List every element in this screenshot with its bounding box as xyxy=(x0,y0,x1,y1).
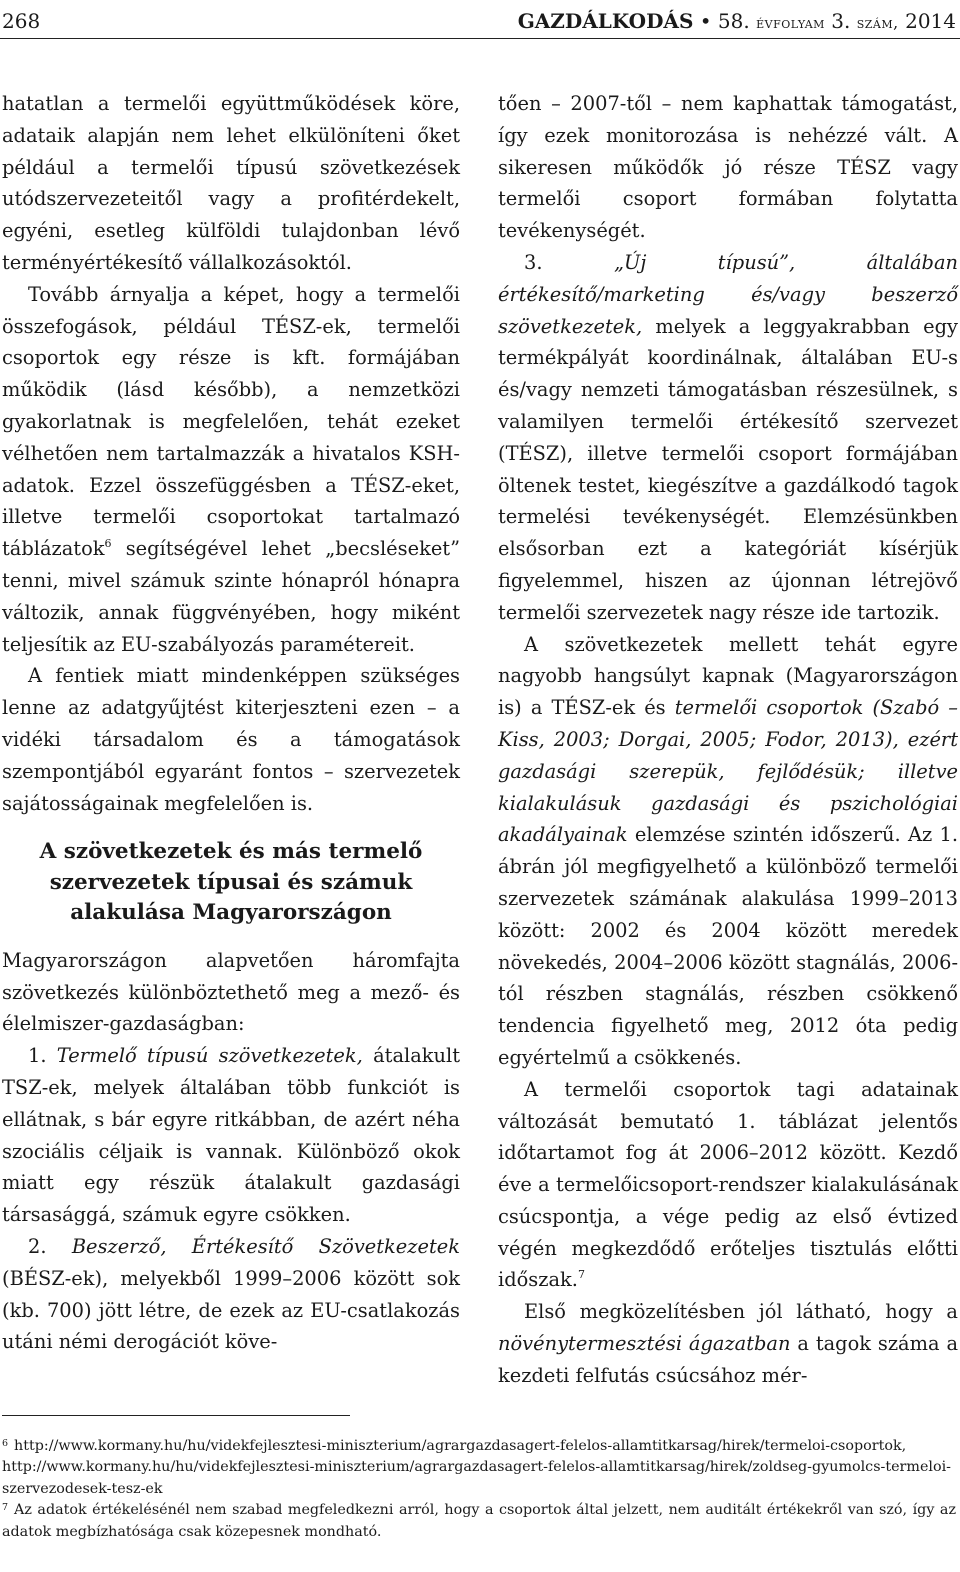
footnote-7-text: Az adatok értékelésénél nem szabad megfeledkezni arról, hogy a csoportok által jelzett, nem auditált értékekről van szó, így az adatok megbízhatósága csak közepesnek mondható. xyxy=(2,1502,956,1540)
list-item: 2. Beszerző, Értékesítő Szövetkezetek (BÉSZ-ek), melyekből 1999–2006 között sok (kb. 700) jött létre, de ezek az EU-csatlakozás utáni némi derogációt köve- xyxy=(2,1235,460,1354)
journal-name: GAZDÁLKODÁS xyxy=(517,9,694,33)
footnotes xyxy=(0,1415,960,1543)
volume-number: 58. xyxy=(717,9,750,33)
footnote-7: $^7$ Az adatok értékelésénél nem szabad megfeledkezni arról, hogy a csoportok által jelzett, nem auditált értékekről van szó, így az adatok megbízhatósága csak közepesnek mondható. xyxy=(2,1502,956,1540)
footnote-6-text: http://www.kormany.hu/hu/videkfejlesztesi-miniszterium/agrargazdasagert-felelos-allamtitkarsag/hirek/termeloi-csoportok, http://www.kormany.hu/hu/videkfejlesztesi-miniszterium/agrargazdasagert-felelos-allamtitkarsag/hirek/zoldseg-gyumolcs-termeloi-szervezodesek-tesz-ek xyxy=(2,1438,951,1497)
paragraph: A fentiek miatt mindenképpen szükséges lenne az adatgyűjtést kiterjeszteni ezen – a vidéki társadalom és a támogatások szempontjából egyaránt fontos – szervezetek sajátosságainak megfelelően is. xyxy=(2,664,460,815)
footnote-6: $^6$ http://www.kormany.hu/hu/videkfejlesztesi-miniszterium/agrargazdasagert-felelos-allamtitkarsag/hirek/termeloi-csoportok, http://www.kormany.hu/hu/videkfejlesztesi-miniszterium/agrargazdasagert-felelos-allamtitkarsag/hirek/zoldseg-gyumolcs-termeloi-szervezodesek-tesz-ek xyxy=(2,1438,951,1497)
volume-word: évfolyam xyxy=(756,13,825,32)
paragraph: A termelői csoportok tagi adatainak változását bemutató 1. táblázat jelentős időtartamot fog át 2006–2012 között. Kezdő éve a termelőicsoport-rendszer kialakulásának csúcspontja, a vége pedig az első évtized végén megkezdődő erőteljes tisztulás előtti időszak.$^7$ xyxy=(498,1077,958,1292)
section-heading: A szövetkezetek és más termelő szervezetek típusai és számuk alakulása Magyarországon xyxy=(39,839,423,926)
paragraph: tően – 2007-től – nem kaphattak támogatást, így ezek monitorozása is nehézzé vált. A sikeresen működők jó része TÉSZ vagy termelői csoport formában folytatta tevékenységét. xyxy=(498,92,958,243)
page-number: 268 xyxy=(2,9,41,33)
issue-word: szám, xyxy=(856,13,899,32)
list-item: 1. Termelő típusú szövetkezetek, átalakult TSZ-ek, melyek általában több funkciót is ellátnak, s bár egyre ritkábban, de azért néha szociális céljaik is vannak. Különböző okok miatt egy részük átalakult gazdasági társasággá, számuk egyre csökken. xyxy=(2,1044,460,1227)
journal-info xyxy=(518,8,956,36)
paragraph: Tovább árnyalja a képet, hogy a termelői összefogások, például TÉSZ-ek, termelői csoportok egy része is kft. formájában működik (lásd később), a nemzetközi gyakorlatnak is megfelelően, tehát ezeket vélhetően nem tartalmazzák a hivatalos KSH-adatok. Ezzel összefüggésben a TÉSZ-eket, illetve termelői csoportokat tartalmazó táblázatok$^6$ segítségével lehet „becsléseket” tenni, mivel számuk szinte hónapról hónapra változik, annak függvényében, hogy miként teljesítik az EU-szabályozás paramétereit. xyxy=(2,282,460,656)
footnote-rule xyxy=(2,1415,350,1416)
header-rule xyxy=(0,38,960,39)
paragraph: Magyarországon alapvetően háromfajta szövetkezés különböztethető meg a mező- és élelmiszer-gazdaságban: xyxy=(2,948,460,1036)
list-item: 3. „Új típusú”, általában értékesítő/marketing és/vagy beszerző szövetkezetek, melyek a leggyakrabban egy termékpályát koordinálnak, általában EU-s és/vagy nemzeti támogatásban részesülnek, s valamilyen termelői értékesítő szervezet (TÉSZ), illetve termelői csoport formájában öltenek testet, kiegészítve a gazdálkodó tagok termelési tevékenységét. Elemzésünkben elsősorban ezt a kategóriát kísérjük figyelemmel, hiszen az újonnan létrejövő termelői szervezetek nagy része ide tartozik. xyxy=(498,250,958,624)
header-bullet: • xyxy=(699,9,712,33)
issue-number: 3. xyxy=(831,9,851,33)
right-column xyxy=(498,88,958,1392)
year: 2014 xyxy=(905,9,956,33)
paragraph: Első megközelítésben jól látható, hogy a növénytermesztési ágazatban a tagok száma a kezdeti felfutás csúcsához mér- xyxy=(498,1300,959,1387)
paragraph: hatatlan a termelői együttműködések köre, adataik alapján nem lehet elkülöníteni őket például a termelői típusú szövetkezések utódszervezeteitől vagy a profitérdekelt, egyéni, esetleg külföldi tulajdonban lévő terményértékesítő vállalkozásoktól. xyxy=(2,92,460,274)
paragraph: A szövetkezetek mellett tehát egyre nagyobb hangsúlyt kapnak (Magyarországon is) a TÉSZ-ek és termelői csoportok (Szabó – Kiss, 2003; Dorgai, 2005; Fodor, 2013), ezért gazdasági szerepük, fejlődésük; illetve kialakulásuk gazdasági és pszichológiai akadályainak elemzése szintén időszerű. Az 1. ábrán jól megfigyelhető a különböző termelői szervezetek számának alakulása 1999–2013 között: 2002 és 2004 között meredek növekedés, 2004–2006 között stagnálás, 2006-tól részben stagnálás, részben csökkenő tendencia figyelhető meg, 2012 óta pedig egyértelmű a csökkenés. xyxy=(498,632,959,1069)
running-header xyxy=(0,6,960,36)
left-column xyxy=(2,88,460,1358)
footnote-ref-6: 6 xyxy=(104,537,112,551)
footnote-ref-7: 7 xyxy=(577,1268,585,1282)
